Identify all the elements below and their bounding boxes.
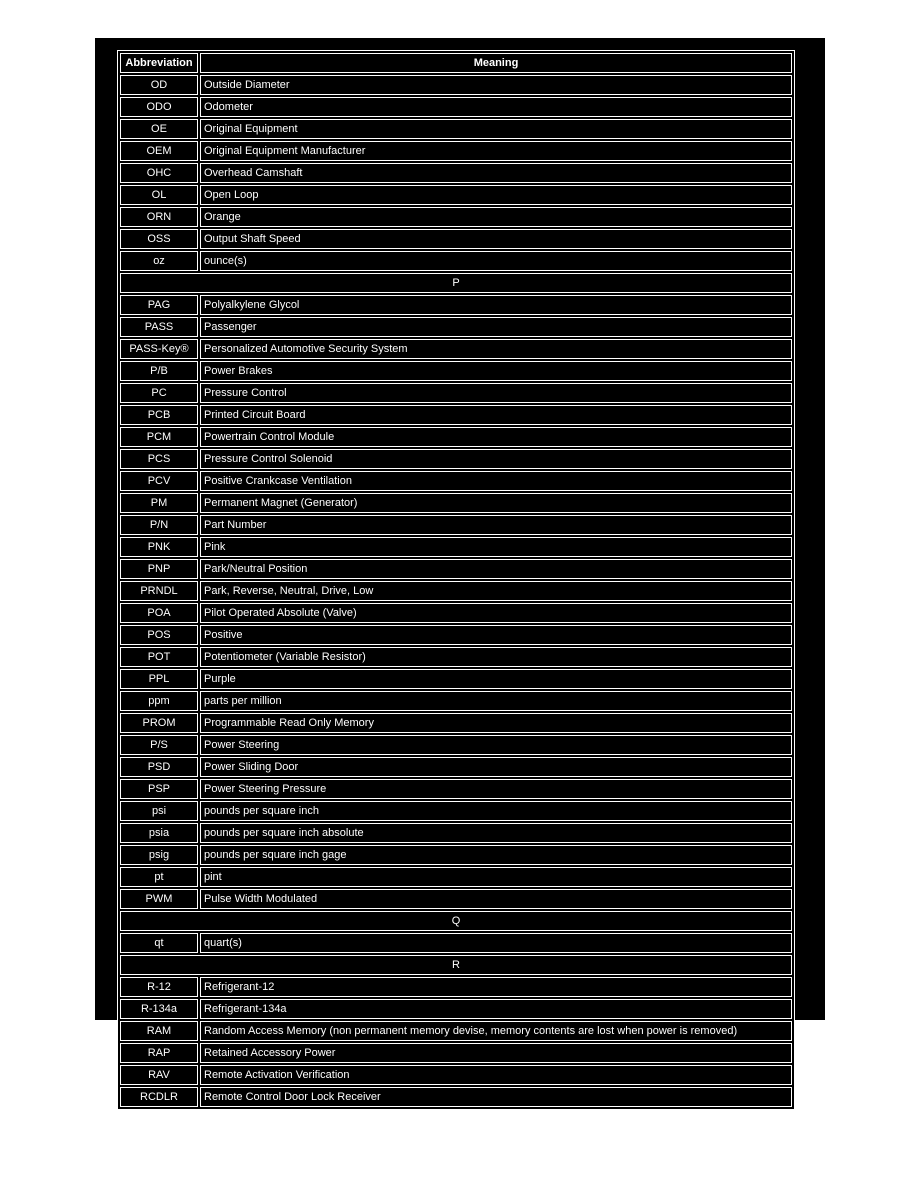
meaning-cell: Power Steering xyxy=(200,735,792,755)
abbreviation-cell: PROM xyxy=(120,713,198,733)
table-row xyxy=(120,559,792,579)
table-row xyxy=(120,97,792,117)
section-row xyxy=(120,911,792,931)
abbreviation-cell: ppm xyxy=(120,691,198,711)
meaning-cell: Power Brakes xyxy=(200,361,792,381)
abbreviation-cell: psi xyxy=(120,801,198,821)
table-row xyxy=(120,427,792,447)
meaning-cell: pounds per square inch gage xyxy=(200,845,792,865)
abbreviation-cell: PCS xyxy=(120,449,198,469)
meaning-cell: Retained Accessory Power xyxy=(200,1043,792,1063)
table-row xyxy=(120,977,792,997)
table-row xyxy=(120,1043,792,1063)
abbreviation-cell: PSD xyxy=(120,757,198,777)
abbreviation-cell: ODO xyxy=(120,97,198,117)
table-row xyxy=(120,493,792,513)
abbreviation-cell: OEM xyxy=(120,141,198,161)
table-row xyxy=(120,845,792,865)
table-row xyxy=(120,361,792,381)
meaning-cell: Potentiometer (Variable Resistor) xyxy=(200,647,792,667)
abbreviation-cell: PM xyxy=(120,493,198,513)
table-row xyxy=(120,251,792,271)
meaning-cell: Orange xyxy=(200,207,792,227)
abbreviation-cell: R-134a xyxy=(120,999,198,1019)
abbreviation-cell: OHC xyxy=(120,163,198,183)
table-row xyxy=(120,933,792,953)
table-row xyxy=(120,295,792,315)
table-row xyxy=(120,317,792,337)
meaning-cell: Overhead Camshaft xyxy=(200,163,792,183)
abbreviation-cell: pt xyxy=(120,867,198,887)
table-row xyxy=(120,647,792,667)
meaning-cell: Pressure Control Solenoid xyxy=(200,449,792,469)
abbreviation-cell: PPL xyxy=(120,669,198,689)
meaning-cell: Open Loop xyxy=(200,185,792,205)
abbreviation-cell: R-12 xyxy=(120,977,198,997)
meaning-cell: Original Equipment xyxy=(200,119,792,139)
abbreviation-cell: qt xyxy=(120,933,198,953)
meaning-cell: Refrigerant-12 xyxy=(200,977,792,997)
section-label: P xyxy=(120,273,792,293)
meaning-header: Meaning xyxy=(200,53,792,73)
meaning-cell: Printed Circuit Board xyxy=(200,405,792,425)
abbreviation-cell: P/S xyxy=(120,735,198,755)
table-row xyxy=(120,75,792,95)
meaning-cell: ounce(s) xyxy=(200,251,792,271)
table-row xyxy=(120,801,792,821)
meaning-cell: Passenger xyxy=(200,317,792,337)
meaning-cell: Positive Crankcase Ventilation xyxy=(200,471,792,491)
meaning-cell: Original Equipment Manufacturer xyxy=(200,141,792,161)
abbreviation-table xyxy=(117,50,795,1110)
abbreviation-cell: PASS-Key® xyxy=(120,339,198,359)
meaning-cell: Pressure Control xyxy=(200,383,792,403)
abbreviation-cell: POS xyxy=(120,625,198,645)
abbreviation-cell: psig xyxy=(120,845,198,865)
meaning-cell: Polyalkylene Glycol xyxy=(200,295,792,315)
table-row xyxy=(120,1021,792,1041)
table-row xyxy=(120,537,792,557)
meaning-cell: Personalized Automotive Security System xyxy=(200,339,792,359)
abbreviation-cell: OD xyxy=(120,75,198,95)
abbreviation-cell: PCM xyxy=(120,427,198,447)
table-row xyxy=(120,691,792,711)
table-row xyxy=(120,581,792,601)
meaning-cell: Pulse Width Modulated xyxy=(200,889,792,909)
abbreviation-cell: P/N xyxy=(120,515,198,535)
abbreviation-cell: PNP xyxy=(120,559,198,579)
table-row xyxy=(120,119,792,139)
table-header-row xyxy=(120,53,792,73)
meaning-cell: Positive xyxy=(200,625,792,645)
abbreviation-cell: PNK xyxy=(120,537,198,557)
meaning-cell: Powertrain Control Module xyxy=(200,427,792,447)
abbreviation-cell: PRNDL xyxy=(120,581,198,601)
meaning-cell: parts per million xyxy=(200,691,792,711)
meaning-cell: Park/Neutral Position xyxy=(200,559,792,579)
table-row xyxy=(120,515,792,535)
abbreviation-header: Abbreviation xyxy=(120,53,198,73)
meaning-cell: Remote Activation Verification xyxy=(200,1065,792,1085)
abbreviation-cell: RAP xyxy=(120,1043,198,1063)
abbreviation-cell: OE xyxy=(120,119,198,139)
table-row xyxy=(120,713,792,733)
abbreviation-cell: PCV xyxy=(120,471,198,491)
section-row xyxy=(120,955,792,975)
meaning-cell: Refrigerant-134a xyxy=(200,999,792,1019)
abbreviation-cell: PSP xyxy=(120,779,198,799)
table-row xyxy=(120,823,792,843)
abbreviation-table-body xyxy=(120,75,792,1107)
abbreviation-cell: P/B xyxy=(120,361,198,381)
table-row xyxy=(120,163,792,183)
table-row xyxy=(120,383,792,403)
table-row xyxy=(120,735,792,755)
abbreviation-cell: PASS xyxy=(120,317,198,337)
table-row xyxy=(120,471,792,491)
table-row xyxy=(120,757,792,777)
meaning-cell: pounds per square inch xyxy=(200,801,792,821)
meaning-cell: Random Access Memory (non permanent memory devise, memory contents are lost when power is removed) xyxy=(200,1021,792,1041)
table-row xyxy=(120,889,792,909)
table-row xyxy=(120,999,792,1019)
meaning-cell: Pilot Operated Absolute (Valve) xyxy=(200,603,792,623)
meaning-cell: Power Steering Pressure xyxy=(200,779,792,799)
meaning-cell: pounds per square inch absolute xyxy=(200,823,792,843)
meaning-cell: Part Number xyxy=(200,515,792,535)
abbreviation-cell: RAV xyxy=(120,1065,198,1085)
table-row xyxy=(120,669,792,689)
table-row xyxy=(120,625,792,645)
abbreviation-cell: OSS xyxy=(120,229,198,249)
table-row xyxy=(120,603,792,623)
table-row xyxy=(120,339,792,359)
abbreviation-cell: PC xyxy=(120,383,198,403)
table-row xyxy=(120,1087,792,1107)
table-row xyxy=(120,867,792,887)
abbreviation-cell: PCB xyxy=(120,405,198,425)
abbreviation-cell: PWM xyxy=(120,889,198,909)
table-row xyxy=(120,207,792,227)
meaning-cell: Programmable Read Only Memory xyxy=(200,713,792,733)
section-label: R xyxy=(120,955,792,975)
abbreviation-cell: psia xyxy=(120,823,198,843)
meaning-cell: Park, Reverse, Neutral, Drive, Low xyxy=(200,581,792,601)
meaning-cell: Output Shaft Speed xyxy=(200,229,792,249)
meaning-cell: Power Sliding Door xyxy=(200,757,792,777)
meaning-cell: Odometer xyxy=(200,97,792,117)
table-row xyxy=(120,779,792,799)
section-row xyxy=(120,273,792,293)
table-row xyxy=(120,449,792,469)
abbreviation-cell: RCDLR xyxy=(120,1087,198,1107)
abbreviation-cell: POA xyxy=(120,603,198,623)
table-row xyxy=(120,229,792,249)
table-row xyxy=(120,1065,792,1085)
meaning-cell: Pink xyxy=(200,537,792,557)
table-row xyxy=(120,405,792,425)
table-row xyxy=(120,185,792,205)
abbreviation-cell: POT xyxy=(120,647,198,667)
section-label: Q xyxy=(120,911,792,931)
meaning-cell: pint xyxy=(200,867,792,887)
meaning-cell: quart(s) xyxy=(200,933,792,953)
abbreviation-cell: PAG xyxy=(120,295,198,315)
abbreviation-panel xyxy=(95,38,825,1103)
abbreviation-cell: RAM xyxy=(120,1021,198,1041)
abbreviation-cell: oz xyxy=(120,251,198,271)
table-row xyxy=(120,141,792,161)
abbreviation-cell: OL xyxy=(120,185,198,205)
meaning-cell: Permanent Magnet (Generator) xyxy=(200,493,792,513)
abbreviation-cell: ORN xyxy=(120,207,198,227)
meaning-cell: Purple xyxy=(200,669,792,689)
meaning-cell: Outside Diameter xyxy=(200,75,792,95)
meaning-cell: Remote Control Door Lock Receiver xyxy=(200,1087,792,1107)
